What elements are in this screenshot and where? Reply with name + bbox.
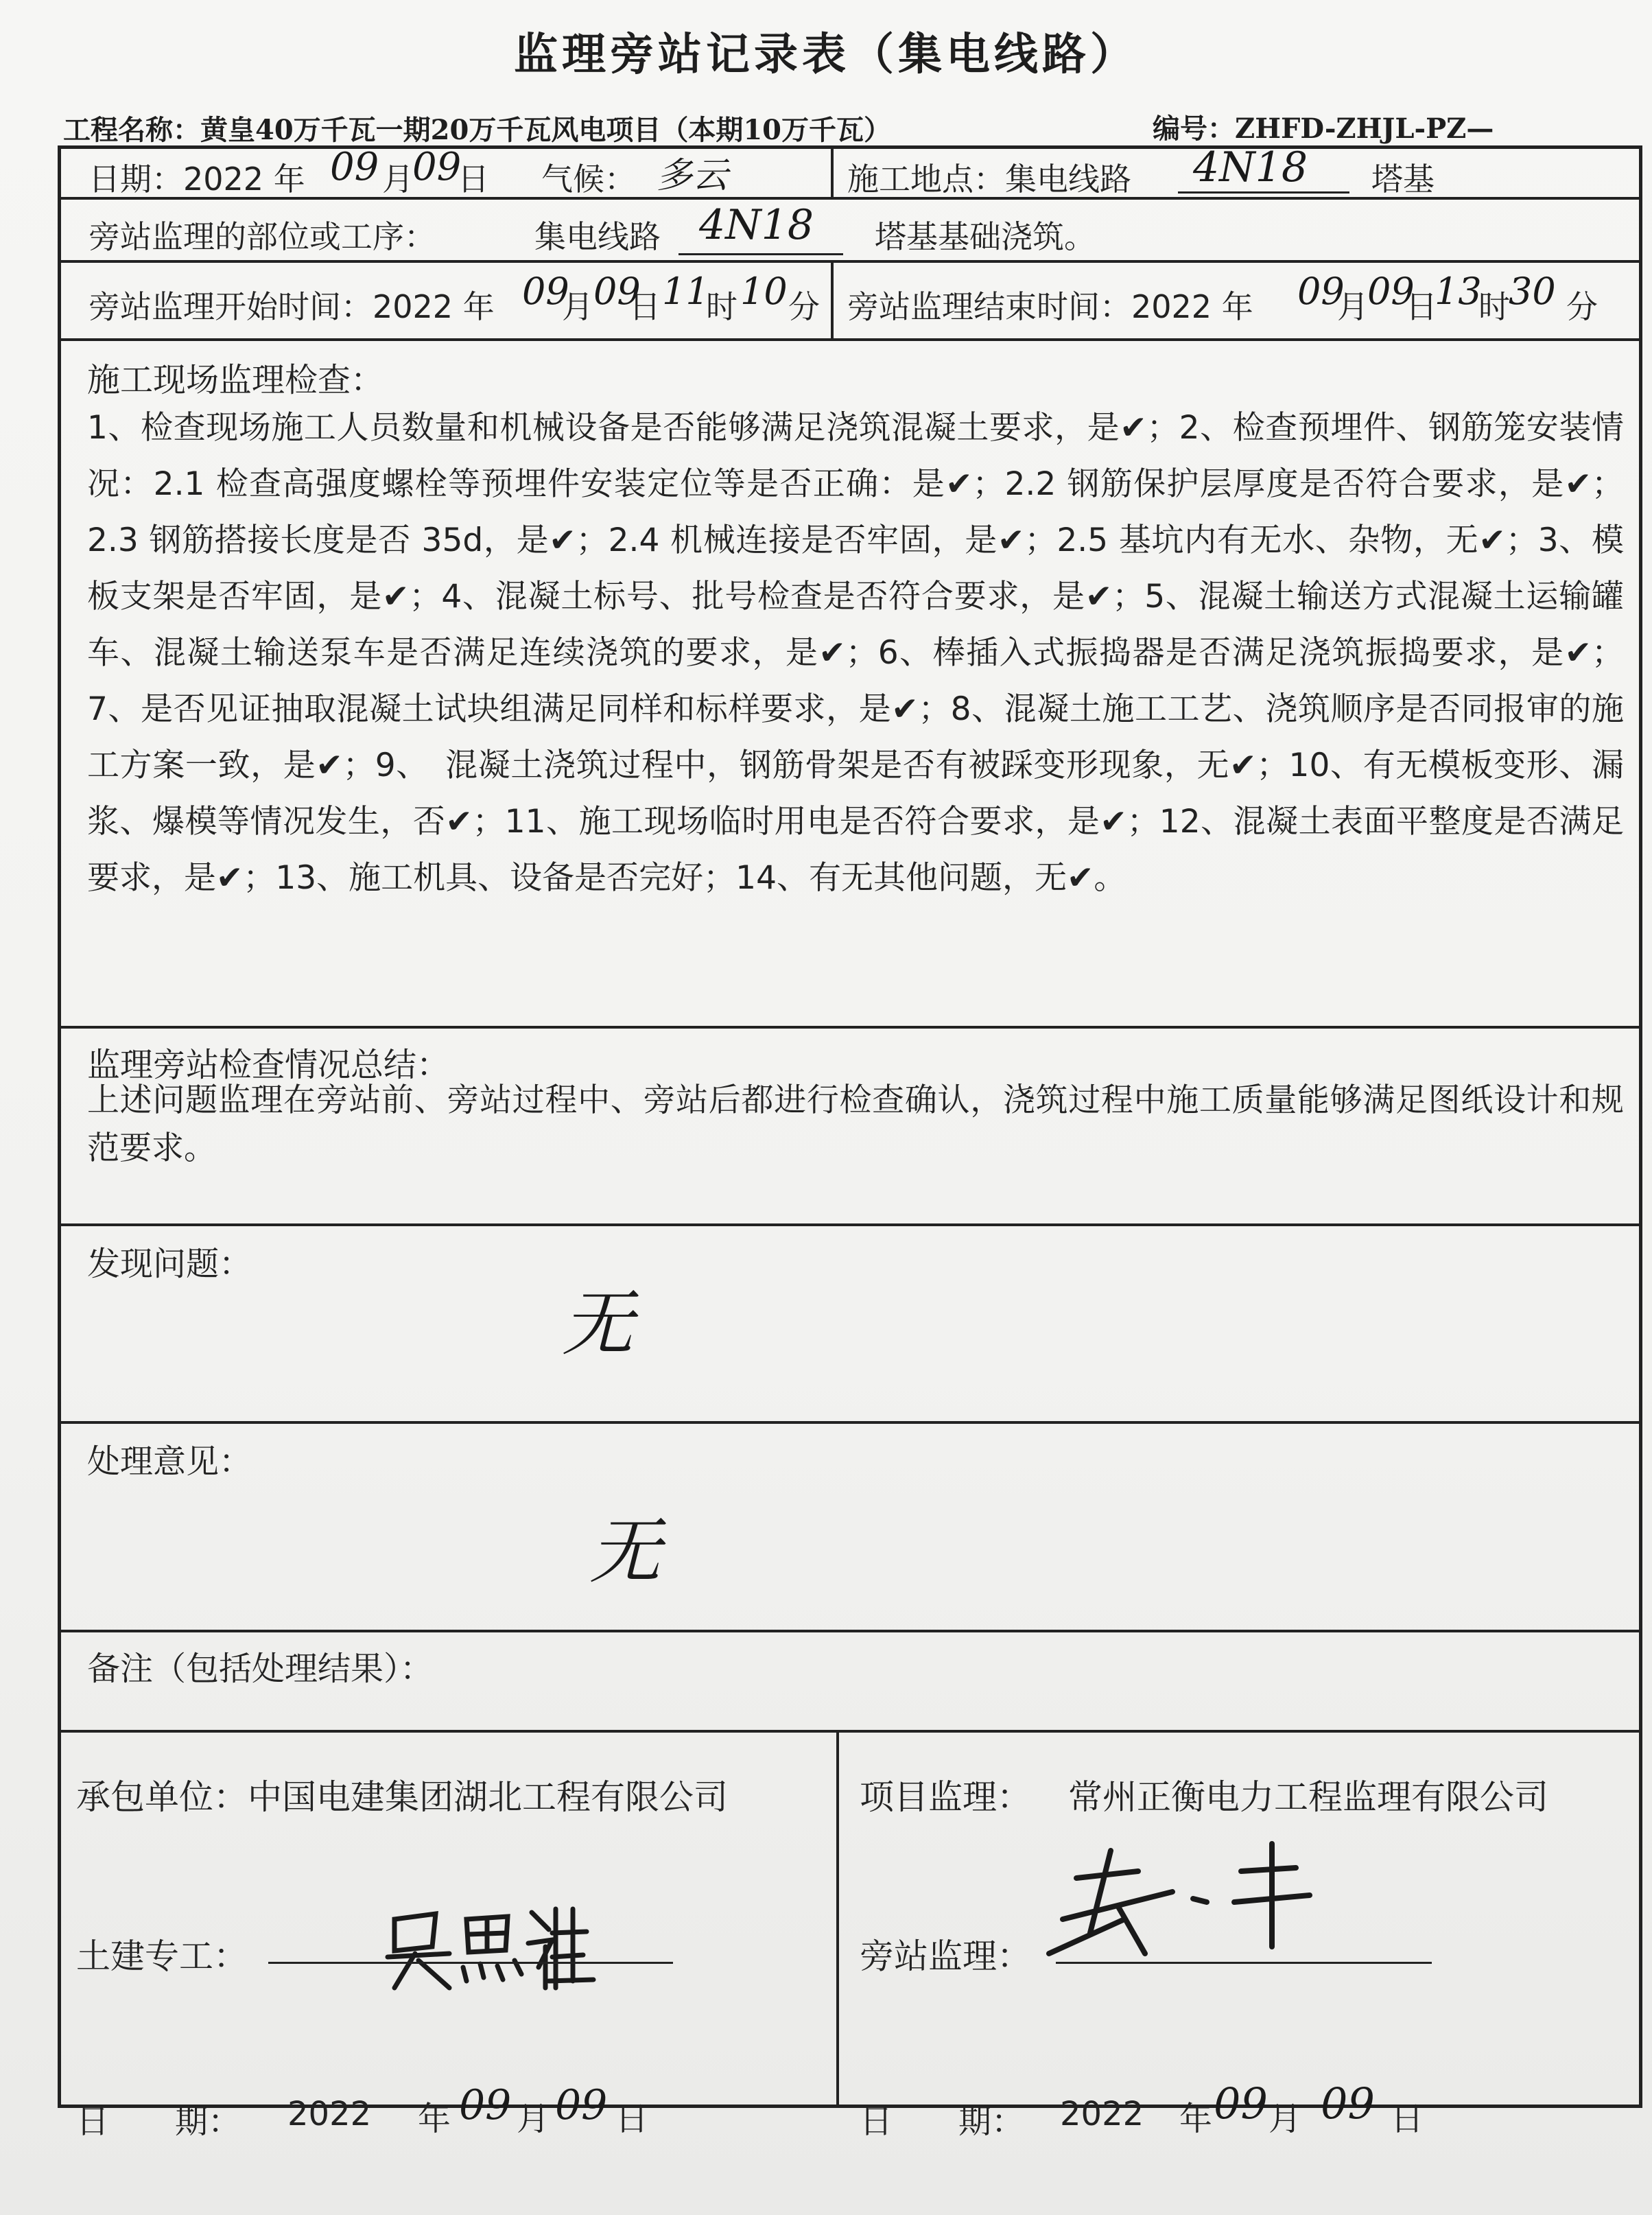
start-hour-unit: 时: [706, 288, 738, 325]
supervisor-month-unit: 月: [1268, 2100, 1302, 2138]
part-underline: [678, 253, 843, 255]
contractor-date-label: 日 期：: [76, 2102, 241, 2141]
start-day: 09: [593, 270, 641, 313]
end-day: 09: [1367, 270, 1415, 313]
end-min-unit: 分: [1566, 288, 1598, 325]
row-divider: [61, 260, 1639, 263]
location-value: 4N18: [1193, 143, 1308, 191]
part-value: 4N18: [699, 201, 814, 249]
end-minute: 30: [1509, 270, 1556, 313]
start-time-label: 旁站监理开始时间：2022 年: [88, 288, 495, 325]
supervisor-company: 常州正衡电力工程监理有限公司: [1068, 1777, 1548, 1817]
inspection-text: 1、检查现场施工人员数量和机械设备是否能够满足浇筑混凝土要求，是✔；2、检查预埋件、钢筋笼安装情况：2.1 检查高强度螺栓等预埋件安装定位等是否正确：是✔；2.2 钢筋保护层厚度是否符合要求，是✔；2.3 钢筋搭接长度是否 35d，是✔；2.4 机械连接是否牢固，是✔；2.5 基坑内有无水、杂物，无✔；3、模板支架是否牢固，是✔；4、混凝土标号、批号检查是否符合要求，是✔；5、混凝土输送方式混凝土运输罐车、混凝土输送泵车是否满足连续浇筑的要求，是✔；6、棒插入式振捣器是否满足浇筑振捣要求，是✔；7、是否见证抽取混凝土试块组满足同样和标样要求，是✔；8、混凝土施工工艺、浇筑顺序是否同报审的施工方案一致，是✔；9、 混凝土浇筑过程中，钢筋骨架是否有被踩变形现象，无✔；10、有无模板变形、漏浆、爆模等情况发生，否✔；11、施工现场临时用电是否符合要求，是✔；12、混凝土表面平整度是否满足要求，是✔；13、施工机具、设备是否完好；14、有无其他问题，无✔。: [87, 409, 1624, 897]
part-prefix: 集电线路: [534, 218, 661, 255]
supervisor-year-unit: 年: [1179, 2100, 1213, 2138]
supervisor-year: 2022: [1060, 2095, 1144, 2133]
day-unit: 日: [458, 161, 489, 198]
station-supervisor-underline: [1056, 1962, 1432, 1964]
start-month-unit: 月: [562, 288, 593, 325]
page-title: 监理旁站记录表（集电线路）: [514, 29, 1138, 80]
contractor-year-unit: 年: [418, 2100, 451, 2138]
location-suffix: 塔基: [1371, 161, 1435, 198]
part-label: 旁站监理的部位或工序：: [88, 218, 436, 255]
start-hour: 11: [662, 270, 709, 313]
contractor-month: 09: [459, 2081, 512, 2129]
end-month: 09: [1297, 270, 1345, 313]
row-divider: [61, 1730, 1639, 1733]
end-time-label: 旁站监理结束时间：2022 年: [847, 288, 1253, 325]
opinion-label: 处理意见：: [87, 1442, 252, 1481]
supervisor-day: 09: [1321, 2078, 1375, 2129]
start-minute: 10: [740, 270, 788, 313]
contractor-month-unit: 月: [517, 2100, 550, 2138]
tech-underline: [268, 1962, 673, 1964]
start-month: 09: [522, 270, 569, 313]
remarks-label: 备注（包括处理结果）：: [87, 1650, 434, 1688]
supervisor-date-label: 日 期：: [860, 2102, 1025, 2141]
end-hour: 13: [1435, 270, 1482, 313]
location-label: 施工地点：集电线路: [847, 161, 1131, 198]
station-supervisor-signature: [1035, 1837, 1351, 1974]
end-month-unit: 月: [1337, 288, 1369, 325]
contractor-day-unit: 日: [615, 2100, 649, 2138]
contractor-label: 承包单位：中国电建集团湖北工程有限公司: [76, 1777, 728, 1817]
station-supervisor-label: 旁站监理：: [860, 1936, 1031, 1976]
tech-signature: [346, 1892, 607, 1995]
row-divider: [61, 1223, 1639, 1226]
end-hour-unit: 时: [1478, 288, 1510, 325]
supervisor-label: 项目监理：: [860, 1777, 1031, 1817]
end-day-unit: 日: [1406, 288, 1437, 325]
location-underline: [1178, 191, 1349, 194]
weather-value: 多云: [657, 155, 729, 196]
record-form: [58, 143, 1642, 2141]
date-day-handwritten: 09: [412, 145, 462, 189]
project-name: 工程名称：黄皇40万千瓦一期20万千瓦风电项目（本期10万千瓦）: [63, 114, 891, 146]
month-unit: 月: [382, 161, 414, 198]
serial-number: 编号：ZHFD-ZHJL-PZ—: [1153, 113, 1494, 145]
row-divider: [61, 338, 1639, 341]
row-divider: [61, 1421, 1639, 1424]
part-suffix: 塔基基础浇筑。: [875, 218, 1096, 255]
weather-label: 气候：: [541, 161, 636, 198]
row-divider: [61, 1026, 1639, 1029]
date-month-handwritten: 09: [330, 145, 379, 189]
date-label: 日期：2022 年: [88, 161, 305, 198]
row-divider: [61, 1630, 1639, 1632]
tech-label: 土建专工：: [76, 1936, 248, 1976]
contractor-day: 09: [555, 2081, 608, 2129]
summary-label: 监理旁站检查情况总结：: [87, 1046, 450, 1084]
contractor-year: 2022: [287, 2095, 372, 2133]
opinion-value: 无: [589, 1510, 661, 1593]
problems-label: 发现问题：: [87, 1245, 252, 1283]
col-divider: [836, 1730, 839, 2107]
col-divider: [831, 149, 834, 197]
summary-text: 上述问题监理在旁站前、旁站过程中、旁站后都进行检查确认，浇筑过程中施工质量能够满足图纸设计和规范要求。: [87, 1081, 1624, 1167]
col-divider: [831, 260, 834, 338]
problems-value: 无: [562, 1282, 634, 1366]
supervisor-month: 09: [1214, 2078, 1268, 2129]
start-day-unit: 日: [629, 288, 661, 325]
supervisor-day-unit: 日: [1391, 2100, 1424, 2138]
start-min-unit: 分: [788, 288, 820, 325]
inspection-label: 施工现场监理检查：: [87, 361, 384, 399]
